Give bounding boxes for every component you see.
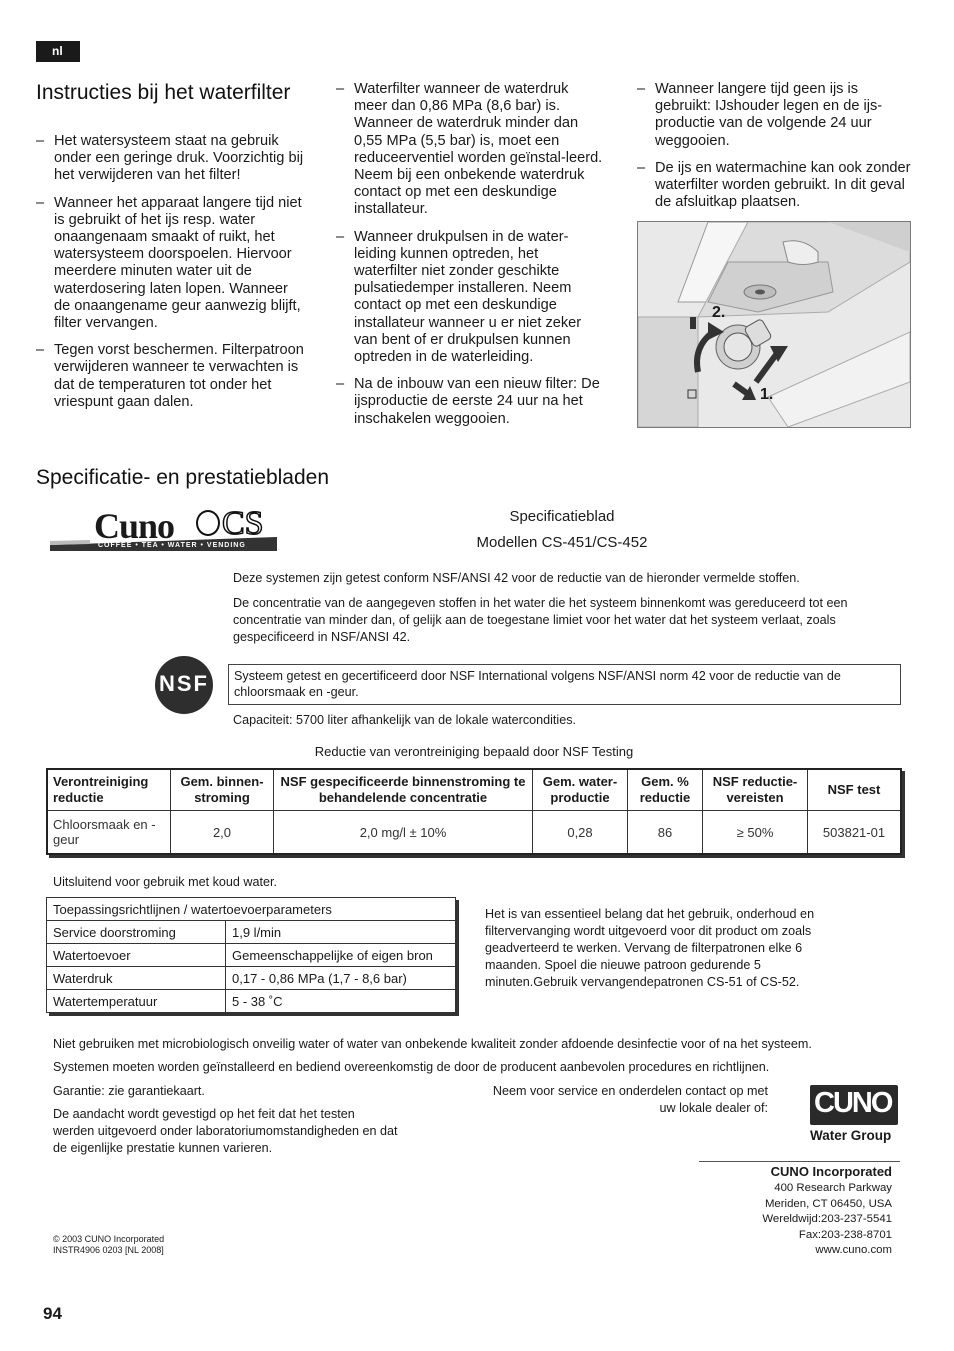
cs-wordmark: CS bbox=[222, 505, 264, 542]
table-row bbox=[47, 990, 456, 1013]
address-line: 400 Research Parkway bbox=[774, 1182, 892, 1194]
param-label: Service doorstroming bbox=[47, 921, 226, 944]
instructions-column-3 bbox=[637, 81, 911, 221]
param-label: Watertemperatuur bbox=[47, 990, 226, 1013]
table-row bbox=[47, 811, 901, 855]
table-header: Gem. % reductie bbox=[628, 769, 703, 811]
table-header: Gem. water-productie bbox=[533, 769, 628, 811]
list-item: – Het watersysteem staat na gebruik onder een geringe druk. Voorzichtig bij het verwijderen van het filter! bbox=[36, 133, 308, 185]
table-row bbox=[47, 967, 456, 990]
cuno-filter-icon bbox=[196, 510, 220, 536]
instruction-code: INSTR4906 0203 [NL 2008] bbox=[53, 1245, 164, 1255]
section-heading-specifications: Specificatie- en prestatiebladen bbox=[36, 466, 330, 489]
list-item: – Wanneer langere tijd geen ijs is gebruikt: IJshouder legen en de ijs-productie van de volgende 24 uur weggooien. bbox=[637, 81, 911, 150]
table-header: NSF test bbox=[808, 769, 902, 811]
filter-installation-figure bbox=[637, 221, 911, 428]
param-value: 1,9 l/min bbox=[226, 921, 456, 944]
address-divider bbox=[699, 1161, 900, 1162]
service-contact-note: Neem voor service en onderdelen contact op met uw lokale dealer of: bbox=[492, 1084, 768, 1115]
table-header-row bbox=[47, 898, 456, 921]
table-cell: Chloorsmaak en -geur bbox=[47, 811, 171, 855]
table-header: Gem. binnen-stroming bbox=[171, 769, 274, 811]
param-value: 0,17 - 0,86 MPa (1,7 - 8,6 bar) bbox=[226, 967, 456, 990]
nsf-logo-text: NSF bbox=[159, 671, 209, 696]
warning-microbiological: Niet gebruiken met microbiologisch onveilig water of water van onbekende kwaliteit zonder afdoende desinfectie voor of na het systeem. bbox=[53, 1037, 812, 1051]
cuno-logo-text: CUNO bbox=[814, 1087, 892, 1119]
spec-title: Specificatieblad bbox=[509, 508, 615, 525]
section-heading-instructions: Instructies bij het waterfilter bbox=[36, 81, 291, 104]
intro-paragraph-2: De concentratie van de aangegeven stoffen in het water die het systeem binnenkomt was gereduceerd tot een concentratie van minder dan, of gelijk aan de toegestane limiet voor het water dat het systeem verlaat, zoals gespecificeerd in NSF/ANSI 42. bbox=[233, 596, 848, 644]
instructions-column-1 bbox=[36, 133, 308, 421]
table-header: Toepassingsrichtlijnen / watertoevoerparameters bbox=[47, 898, 456, 921]
table-header-row bbox=[47, 769, 901, 811]
capacity-note: Capaciteit: 5700 liter afhankelijk van de lokale watercondities. bbox=[233, 713, 577, 727]
figure-step-1-label: 1. bbox=[760, 386, 774, 403]
filter-replacement-note: Het is van essentieel belang dat het gebruik, onderhoud en filtervervanging wordt uitgevoerd voor dit product om zoals geadverteerd te werken. Vervang de filterpatronen elke 6 maanden. Spoel die nieuwe patroon gedurende 5 minuten.Gebruik vervangendepatronen CS-51 of CS-52. bbox=[485, 907, 815, 989]
param-value: Gemeenschappelijke of eigen bron bbox=[226, 944, 456, 967]
cuno-logo-block bbox=[810, 1085, 898, 1125]
cuno-water-group-logo bbox=[810, 1085, 900, 1147]
address-line: Meriden, CT 06450, USA bbox=[764, 1197, 892, 1210]
table-row bbox=[47, 944, 456, 967]
intro-paragraph-1: Deze systemen zijn getest conform NSF/ANSI 42 voor de reductie van de hieronder vermelde stoffen. bbox=[233, 571, 800, 585]
copyright: © 2003 CUNO Incorporated bbox=[53, 1234, 165, 1244]
figure-step-2-label: 2. bbox=[712, 304, 726, 321]
table-cell: ≥ 50% bbox=[703, 811, 808, 855]
param-value: 5 - 38 ˚C bbox=[226, 990, 456, 1013]
list-item: – Tegen vorst beschermen. Filterpatroon verwijderen wanneer te verwachten is dat de temperaturen tot onder het vriespunt gaan dalen. bbox=[36, 342, 308, 411]
table-cell: 86 bbox=[628, 811, 703, 855]
nsf-certification-box: Systeem getest en gecertificeerd door NSF International volgens NSF/ANSI norm 42 voor de reductie van de chloorsmaak en -geur. bbox=[228, 664, 901, 705]
param-label: Waterdruk bbox=[47, 967, 226, 990]
parameters-table bbox=[46, 897, 456, 1013]
list-item: – De ijs en watermachine kan ook zonder waterfilter worden gebruikt. In dit geval de afsluitkap plaatsen. bbox=[637, 160, 911, 212]
table-header: Verontreiniging reductie bbox=[47, 769, 171, 811]
cuno-cs-logo bbox=[50, 507, 277, 553]
instructions-column-2 bbox=[336, 81, 604, 438]
address-line: www.cuno.com bbox=[815, 1244, 892, 1256]
guarantee-note: Garantie: zie garantiekaart. bbox=[53, 1084, 205, 1098]
cuno-tagline: COFFEE • TEA • WATER • VENDING bbox=[98, 542, 246, 549]
list-item: – Wanneer drukpulsen in de water-leiding kunnen optreden, het waterfilter niet zonder geschikte pulsatiedemper installeren. Neem contact op met een deskundige installateur wanneer u er niet zeker van bent of er drukpulsen kunnen optreden in de waterleiding. bbox=[336, 229, 604, 367]
copyright-block bbox=[53, 1234, 164, 1256]
address-line: Fax:203-238-8701 bbox=[798, 1228, 892, 1241]
table-cell: 2,0 mg/l ± 10% bbox=[274, 811, 533, 855]
list-item: – Wanneer het apparaat langere tijd niet is gebruikt of het ijs resp. water onaangenaam smaakt of ruikt, het watersysteem doorspoelen. Hiervoor meerdere minuten water uit de waterdosering laten lopen. Wanneer de onaangename geur aanwezig blijft, filter vervangen. bbox=[36, 195, 308, 333]
param-label: Watertoevoer bbox=[47, 944, 226, 967]
table-cell: 503821-01 bbox=[808, 811, 902, 855]
table-row bbox=[47, 921, 456, 944]
list-item: – Waterfilter wanneer de waterdruk meer dan 0,86 MPa (8,6 bar) is. Wanneer de waterdruk minder dan 0,55 MPa (5,5 bar) is, moet een reduceerventiel worden geïnstal-leerd. Neem bij een onbekende waterdruk contact op met een deskundige installateur. bbox=[336, 81, 604, 219]
company-name: CUNO Incorporated bbox=[770, 1164, 892, 1179]
address-line: Wereldwijd:203-237-5541 bbox=[762, 1213, 892, 1225]
table-header: NSF gespecificeerde binnenstroming te behandelende concentratie bbox=[274, 769, 533, 811]
lab-conditions-note: De aandacht wordt gevestigd op het feit dat het testen werden uitgevoerd onder laboratoriumomstandigheden en dat de eigenlijke prestatie kunnen varieren. bbox=[53, 1107, 398, 1155]
reduction-table-title: Reductie van verontreiniging bepaald door NSF Testing bbox=[314, 744, 634, 759]
warning-installation: Systemen moeten worden geïnstalleerd en bediend overeenkomstig de door de producent aanbevolen procedures en richtlijnen. bbox=[53, 1060, 770, 1074]
cuno-wordmark: Cuno bbox=[94, 506, 175, 546]
spec-models: Modellen CS-451/CS-452 bbox=[476, 534, 648, 551]
company-address bbox=[762, 1181, 892, 1259]
filter-illustration bbox=[638, 222, 910, 427]
nsf-logo-icon bbox=[155, 656, 213, 714]
table-header: NSF reductie-vereisten bbox=[703, 769, 808, 811]
language-tag: nl bbox=[36, 41, 80, 62]
water-group-label: Water Group bbox=[810, 1128, 892, 1143]
reduction-table bbox=[46, 768, 902, 855]
page-number: 94 bbox=[43, 1304, 62, 1323]
table-cell: 0,28 bbox=[533, 811, 628, 855]
list-item: – Na de inbouw van een nieuw filter: De ijsproductie de eerste 24 uur na het inschakelen weggooien. bbox=[336, 376, 604, 428]
cold-water-note: Uitsluitend voor gebruik met koud water. bbox=[53, 875, 277, 889]
table-cell: 2,0 bbox=[171, 811, 274, 855]
